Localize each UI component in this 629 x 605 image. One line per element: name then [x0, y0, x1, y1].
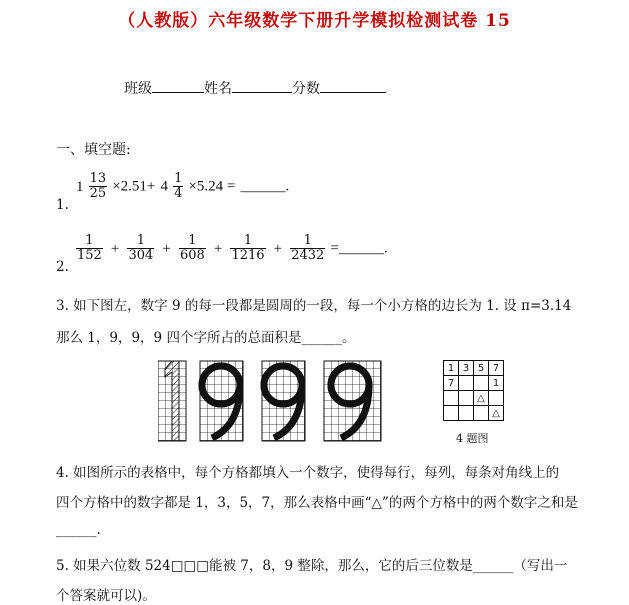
- name-label: 姓名: [204, 81, 232, 97]
- q2-fraction-4-denominator: 1216: [231, 247, 265, 263]
- q2-plus-4: +: [273, 240, 283, 257]
- grid-row: [444, 361, 504, 376]
- q2-fraction-2-denominator: 304: [128, 247, 154, 263]
- grid-row: [444, 406, 504, 421]
- q1-whole-2: 4: [160, 178, 168, 195]
- q2-number: 2.: [56, 258, 69, 275]
- digit-9-shape-c: [324, 361, 381, 441]
- name-blank: [232, 80, 292, 93]
- grid-cell: △: [474, 391, 489, 406]
- q2-fraction-4-numerator: 1: [230, 234, 265, 249]
- q1-answer-blank: ______: [240, 178, 286, 195]
- class-label: 班级: [124, 81, 152, 97]
- grid-cell: 5: [474, 361, 489, 376]
- q2-fraction-3-denominator: 608: [179, 247, 205, 263]
- q1-fraction-1-denominator: 25: [89, 185, 107, 201]
- q2-fraction-2-numerator: 1: [127, 234, 154, 249]
- q2-plus-3: +: [213, 240, 223, 257]
- grid-cell: [444, 391, 459, 406]
- q2-plus-2: +: [162, 240, 171, 257]
- grid-cell: [474, 376, 489, 391]
- q4-number-grid: [443, 360, 504, 421]
- grid-cell: 1: [444, 361, 459, 376]
- question-2: [56, 233, 388, 275]
- score-label: 分数: [292, 81, 320, 97]
- grid-cell: 3: [459, 361, 474, 376]
- grid-cell: [459, 391, 474, 406]
- digit-9-shape-b: [261, 361, 305, 441]
- grid-row: [444, 391, 504, 406]
- q1-times-1: ×2.51+: [112, 178, 156, 195]
- student-info-row: [124, 78, 386, 98]
- grid-cell: 7: [489, 361, 504, 376]
- q4-line-3: ______.: [56, 522, 101, 538]
- q1-times-2: ×5.24 =: [188, 178, 236, 195]
- q1-fraction-1: [89, 172, 108, 200]
- question-1: [56, 171, 290, 213]
- q1-fraction-1-numerator: 13: [89, 171, 107, 186]
- grid-cell: [489, 391, 504, 406]
- q2-end: .: [383, 240, 388, 257]
- q2-fraction-1-denominator: 152: [76, 247, 102, 263]
- page-title: （人教版）六年级数学下册升学模拟检测试卷 15: [118, 11, 511, 31]
- q4-line-1: 4. 如图所示的表格中，每个方格都填入一个数字，使得每行，每列，每条对角线上的: [56, 465, 560, 481]
- q1-number: 1.: [56, 196, 69, 213]
- q1-fraction-2-numerator: 1: [174, 171, 183, 186]
- grid-cell: [444, 406, 459, 421]
- q3-line-2: 那么 1，9，9，9 四个字所占的总面积是______。: [56, 330, 356, 346]
- q2-fraction-5: [290, 234, 325, 262]
- grid-cell: [459, 406, 474, 421]
- q1-whole-1: 1: [75, 178, 84, 195]
- q2-fraction-5-numerator: 1: [290, 234, 325, 249]
- grid-cell: △: [489, 406, 504, 421]
- q2-answer-blank: ______: [338, 240, 384, 257]
- q5-line-2: 个答案就可以)。: [56, 588, 156, 604]
- grid-row: [444, 376, 504, 391]
- grid-cell: [459, 376, 474, 391]
- q1-end: .: [285, 178, 290, 195]
- q2-fraction-5-denominator: 2432: [291, 247, 325, 263]
- q2-fraction-1: [76, 234, 103, 262]
- grid-cell: 1: [489, 376, 504, 391]
- digit-1-shape: [158, 361, 186, 441]
- q1-fraction-2: [173, 172, 183, 200]
- q2-fraction-4: [230, 234, 265, 262]
- q2-fraction-3: [179, 234, 206, 262]
- grid-cell: 7: [444, 376, 459, 391]
- q2-fraction-1-numerator: 1: [76, 234, 103, 249]
- q2-plus-1: +: [110, 240, 120, 257]
- score-blank: [320, 80, 386, 93]
- digits-1999-figure: [158, 360, 382, 442]
- digit-9-shape-a: [199, 361, 243, 441]
- q5-line-1: 5. 如果六位数 524□□□能被 7，8，9 整除，那么，它的后三位数是______（写出一: [56, 558, 568, 574]
- q1-fraction-2-denominator: 4: [174, 185, 183, 201]
- q2-fraction-3-numerator: 1: [179, 234, 206, 249]
- q4-line-2: 四个方格中的数字都是 1，3，5，7，那么表格中画“△”的两个方格中的两个数字之和是: [56, 495, 578, 511]
- class-blank: [152, 80, 204, 93]
- section-heading: 一、填空题:: [56, 142, 131, 158]
- q3-line-1: 3. 如下图左，数字 9 的每一段都是圆周的一段，每一个小方格的边长为 1. 设 π=3.14: [56, 298, 572, 314]
- grid-cell: [474, 406, 489, 421]
- q2-equals: =: [330, 240, 339, 257]
- q2-fraction-2: [127, 234, 154, 262]
- q4-figure-caption: 4 题图: [456, 432, 489, 445]
